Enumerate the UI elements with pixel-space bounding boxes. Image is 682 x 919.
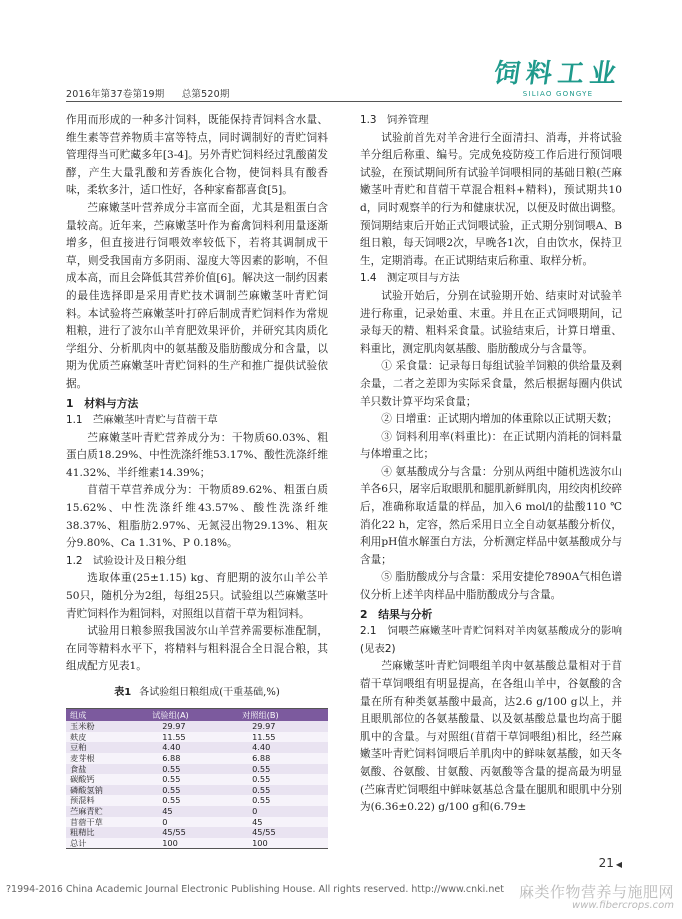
watermark-title: 麻类作物营养与施肥网 <box>518 883 674 901</box>
copyright-line: ?1994-2016 China Academic Journal Electronic Publishing House. All rights reserved. http://www.cnki.net <box>6 884 504 895</box>
table-row <box>66 827 328 838</box>
logo-pinyin: SILIAO GONGYE <box>522 90 594 98</box>
right-column <box>360 112 622 817</box>
table-cell: 45/55 <box>162 827 186 838</box>
logo-title: 饲料工业 <box>491 59 625 89</box>
table-cell: 0.55 <box>252 763 271 774</box>
paragraph: 试验前首先对羊舍进行全面清扫、消毒，并将试验羊分组后称重、编号。完成免疫防疫工作后进行预饲喂试验，在预试期间所有试验羊饲喂相同的基础日粮(苎麻嫩茎叶青贮和苜蓿干草混合粗料+精料)，预试期共10 d，同时观察羊的行为和健康状况，以便及时做出调整。预饲期结束后开始正式饲喂试验，正式期分别饲喂A、B组日粮，每天饲喂2次，早晚各1次，自由饮水，保持卫生，定期消毒。在正试期结束后称重、取样分析。 <box>360 131 622 267</box>
table-cell: 0.55 <box>252 774 271 785</box>
journal-header <box>66 59 625 100</box>
table-cell: 玉米粉 <box>70 721 95 732</box>
table-row <box>66 774 328 785</box>
table-cell: 0.55 <box>162 795 181 806</box>
section-heading: 1 材料与方法 <box>66 396 139 410</box>
subsection-heading: 1.1 苎麻嫩茎叶青贮与苜蓿干草 <box>66 414 218 427</box>
table-cell: 0.55 <box>252 784 271 795</box>
table-cell: 6.88 <box>162 752 181 763</box>
footer <box>0 881 682 919</box>
table-cell: 4.40 <box>252 742 271 753</box>
table-label: 表1 <box>114 687 132 698</box>
paragraph: 试验开始后，分别在试验期开始、结束时对试验羊进行称重，记录始重、末重。并且在正式饲喂期间，记录每天的精、粗料采食量。试验结束后，计算日增重、料重比，测定肌肉氨基酸、脂肪酸成分与含量等。 <box>360 289 622 355</box>
table-cell: 豆粕 <box>70 742 87 753</box>
watermark <box>519 881 674 911</box>
table-row <box>66 817 328 828</box>
table-header-cell: 对照组(B) <box>242 709 279 720</box>
list-item: ⑤ 脂肪酸成分与含量：采用安捷伦7890A气相色谱仪分析上述羊肉样品中脂肪酸成分与含量。 <box>360 571 622 602</box>
table-cell: 11.55 <box>162 731 186 742</box>
table-cell: 0.55 <box>252 795 271 806</box>
table-row <box>66 721 328 732</box>
table-cell: 麦芽根 <box>70 752 95 763</box>
header-rule <box>66 101 622 102</box>
table-cell: 粗精比 <box>70 827 95 838</box>
table-cell: 0.55 <box>162 784 181 795</box>
issue-total: 总第520期 <box>181 89 230 100</box>
table-row <box>66 838 328 849</box>
paragraph: 苜蓿干草营养成分为：干物质89.62%、粗蛋白质15.62%、中性洗涤纤维43.57%、酸性洗涤纤维38.37%、粗脂肪2.97%、无氮浸出物29.13%、粗灰分9.80%、Ca 1.31%、P 0.18%。 <box>66 484 328 550</box>
table-cell: 0 <box>252 805 258 816</box>
table-title: 各试验组日粮组成(干重基础,%) <box>139 687 280 698</box>
table-header-cell: 试验组(A) <box>152 709 189 720</box>
page-number <box>599 856 622 870</box>
table-row <box>66 753 328 764</box>
table-cell: 总计 <box>70 837 87 848</box>
table-cell: 29.97 <box>162 721 186 732</box>
diet-table-wrap <box>66 708 328 850</box>
table-cell: 苎麻青贮 <box>70 805 103 816</box>
subsection-heading: 1.3 饲养管理 <box>360 114 429 126</box>
year-volume: 2016年第37卷第19期 <box>66 89 165 100</box>
page-arrow-icon: ◀ <box>615 860 622 869</box>
paragraph: 苎麻嫩茎叶营养成分丰富而全面，尤其是粗蛋白含量较高。近年来，苎麻嫩茎叶作为畜禽饲料利用量逐渐增多，但直接进行饲喂效率较低下，若将其调制成干草，则受我国南方多阴雨、湿度大等因素的影响，不但成本高，而且会降低其营养价值[6]。解决这一制约因素的最佳选择即是采用青贮技术调制苎麻嫩茎叶青贮饲料。本试验将苎麻嫩茎叶打碎后制成青贮饲料作为常规粗粮，进行了波尔山羊育肥效果评价，并研究其肉质化学组分、分析肌肉中的氨基酸及脂肪酸成分和含量，以期为优质苎麻嫩茎叶青贮饲料的生产和推广提供试验依据。 <box>66 201 328 390</box>
table-cell: 4.40 <box>162 742 181 753</box>
table-cell: 100 <box>252 837 268 848</box>
table-cell: 苜蓿干草 <box>70 816 103 827</box>
table-cell: 碳酸钙 <box>70 774 95 785</box>
table-cell: 45 <box>162 805 173 816</box>
section-heading: 2 结果与分析 <box>360 607 433 621</box>
diet-table <box>66 709 328 849</box>
subsection-heading: 1.2 试验设计及日粮分组 <box>66 554 187 567</box>
table-row <box>66 732 328 743</box>
left-column <box>66 112 328 849</box>
watermark-url: www.fibercrops.com <box>572 900 674 911</box>
table-row <box>66 795 328 806</box>
table-cell: 0.55 <box>162 774 181 785</box>
table-header-row <box>66 709 328 722</box>
paragraph: 作用而形成的一种多汁饲料，既能保持青饲料含水量、维生素等营养物质丰富等特点，同时调制好的青贮饲料管理得当可贮藏多年[3-4]。另外青贮饲料经过乳酸菌发酵，产生大量乳酸和芳香族化合物，使饲料具有酸香味，柔软多汁，适口性好，各种家畜都喜食[5]。 <box>66 114 328 197</box>
table-header-cell: 组成 <box>70 709 87 720</box>
table-row <box>66 742 328 753</box>
table-cell: 食盐 <box>70 763 87 774</box>
list-item: ① 采食量：记录每日每组试验羊饲粮的供给量及剩余量，二者之差即为实际采食量，然后根据每圈内供试羊只数计算平均采食量； <box>360 360 622 408</box>
table-cell: 29.97 <box>252 721 276 732</box>
table-row <box>66 764 328 775</box>
table-row <box>66 785 328 796</box>
table-cell: 预混料 <box>70 795 95 806</box>
list-item: ② 日增重：正试期内增加的体重除以正试期天数； <box>381 413 618 426</box>
table-cell: 麸皮 <box>70 731 87 742</box>
journal-logo <box>491 59 625 98</box>
table-cell: 100 <box>162 837 178 848</box>
table-caption <box>66 684 328 702</box>
table-cell: 45 <box>252 816 263 827</box>
table-cell: 0.55 <box>162 763 181 774</box>
table-body <box>66 721 328 848</box>
table-cell: 0 <box>162 816 168 827</box>
table-cell: 11.55 <box>252 731 276 742</box>
list-item: ④ 氨基酸成分与含量：分别从两组中随机选波尔山羊各6只，屠宰后取眼肌和腿肌新鲜肌肉，用绞肉机绞碎后，准确称取适量的样品，加入6 mol/l的盐酸110 ℃消化22 h，定容，然后采用日立全自动氨基酸分析仪，利用pH值水解蛋白方法，分析测定样品中氨基酸成分与含量； <box>360 465 622 566</box>
page-number-value: 21 <box>598 856 614 870</box>
issue-info <box>66 86 244 100</box>
table-cell: 45/55 <box>252 827 276 838</box>
table-row <box>66 806 328 817</box>
subsection-heading: 2.1 饲喂苎麻嫩茎叶青贮饲料对羊肉氨基酸成分的影响(见表2) <box>360 625 622 655</box>
subsection-heading: 1.4 测定项目与方法 <box>360 272 460 285</box>
paragraph: 试验用日粮参照我国波尔山羊营养需要标准配制，在同等精料水平下，将精料与粗料混合全日混合粮，其组成配方见表1。 <box>66 625 328 673</box>
paragraph: 苎麻嫩茎叶青贮营养成分为：干物质60.03%、粗蛋白质18.29%、中性洗涤纤维53.17%、酸性洗涤纤维41.32%、半纤维素14.39%； <box>66 431 328 479</box>
list-item: ③ 饲料利用率(料重比)：在正试期内消耗的饲料量与体增重之比； <box>360 430 622 461</box>
paragraph: 选取体重(25±1.15) kg、育肥期的波尔山羊公羊50只，随机分为2组，每组25只。试验组以苎麻嫩茎叶青贮饲料作为粗饲料，对照组以苜蓿干草为粗饲料。 <box>66 572 328 620</box>
table-cell: 6.88 <box>252 752 271 763</box>
paragraph: 苎麻嫩茎叶青贮饲喂组羊肉中氨基酸总量相对于苜蓿干草饲喂组有明显提高，在各组山羊中，谷氨酸的含量在所有种类氨基酸中最高，达2.6 g/100 g以上，并且眼肌部位的各氨基酸量、以及氨基酸总量也均高于腿肌中的含量。与对照组(苜蓿干草饲喂组)相比，经苎麻嫩茎叶青贮饲料饲喂后羊肌肉中的鲜味氨基酸，如天冬氨酸、谷氨酸、甘氨酸、丙氨酸等含量的提高最为明显(苎麻青贮饲喂组中鲜味氨基总含量在腿肌和眼肌中分别为(6.36±0.22) g/100 g和(6.79± <box>360 660 622 814</box>
table-cell: 磷酸氢钠 <box>70 784 103 795</box>
